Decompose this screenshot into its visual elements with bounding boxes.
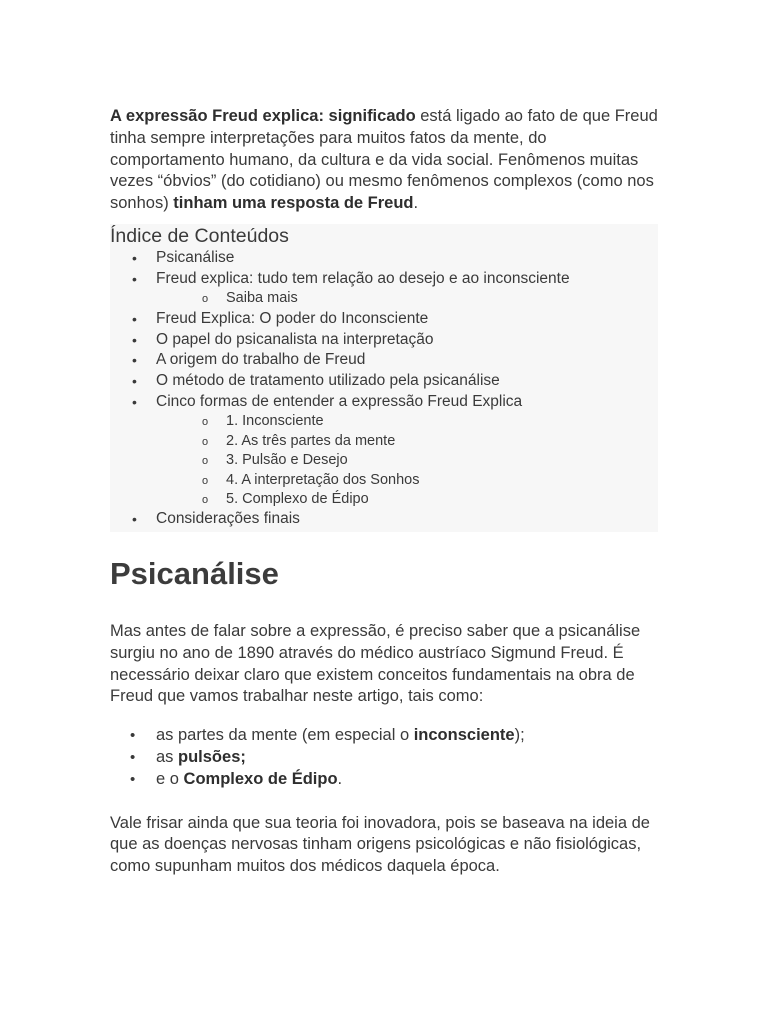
circle-bullet-icon: o bbox=[202, 293, 209, 306]
list-item-post: ); bbox=[514, 726, 525, 745]
bullet-icon: • bbox=[132, 511, 137, 528]
list-item-pre: as partes da mente (em especial o bbox=[156, 726, 414, 745]
intro-paragraph bbox=[110, 106, 660, 215]
circle-bullet-icon: o bbox=[202, 474, 209, 487]
bullet-icon: • bbox=[132, 393, 137, 410]
toc-item-label: 5. Complexo de Édipo bbox=[226, 490, 369, 507]
intro-text: está ligado ao fato de que Freud tinha sempre interpretações para muitos fatos da mente, do comportamento humano, da cultura e da vida social. Fenômenos muitas vezes “óbvios” (do cotidiano) ou mesmo fenômenos complexos (como nos sonhos) bbox=[110, 107, 658, 213]
circle-bullet-icon: o bbox=[202, 493, 209, 506]
circle-bullet-icon: o bbox=[202, 455, 209, 468]
table-of-contents bbox=[110, 224, 658, 532]
list-item bbox=[110, 747, 660, 769]
list-item-bold: inconsciente bbox=[413, 726, 515, 745]
toc-item-label: O método de tratamento utilizado pela psicanálise bbox=[156, 371, 500, 389]
toc-subitem-interpretacao-sonhos[interactable] bbox=[110, 471, 658, 490]
bullet-icon: • bbox=[132, 372, 137, 389]
section-paragraph-2: Vale frisar ainda que sua teoria foi inovadora, pois se baseava na ideia de que as doenças nervosas tinham origens psicológicas e não fisiológicas, como supunham muitos dos médicos daquela época. bbox=[110, 813, 650, 876]
circle-bullet-icon: o bbox=[202, 416, 209, 429]
toc-item-label: O papel do psicanalista na interpretação bbox=[156, 330, 434, 348]
toc-item-label: Considerações finais bbox=[156, 510, 300, 528]
toc-item-poder-inconsciente[interactable] bbox=[110, 309, 658, 330]
toc-item-metodo-tratamento[interactable] bbox=[110, 371, 658, 392]
toc-item-consideracoes-finais[interactable] bbox=[110, 509, 658, 530]
list-item bbox=[110, 725, 660, 747]
toc-subitem-pulsao-desejo[interactable] bbox=[110, 451, 658, 470]
bullet-icon: • bbox=[130, 748, 136, 766]
toc-item-label: Psicanálise bbox=[156, 248, 235, 266]
list-item bbox=[110, 769, 660, 791]
intro-period: . bbox=[413, 194, 419, 213]
bullet-icon: • bbox=[132, 331, 137, 348]
toc-item-label: 3. Pulsão e Desejo bbox=[226, 452, 348, 469]
section-paragraph-1: Mas antes de falar sobre a expressão, é preciso saber que a psicanálise surgiu no ano de 1890 através do médico austríaco Sigmund Freud. É necessário deixar claro que existem conceitos fundamentais na obra de Freud que vamos trabalhar neste artigo, tais como: bbox=[110, 621, 641, 706]
bullet-icon: • bbox=[130, 727, 136, 745]
toc-item-label: 1. Inconsciente bbox=[226, 413, 324, 430]
bullet-icon: • bbox=[132, 249, 137, 266]
toc-subitem-complexo-edipo[interactable] bbox=[110, 490, 658, 509]
toc-item-label: Cinco formas de entender a expressão Freud Explica bbox=[156, 392, 523, 410]
toc-item-papel-psicanalista[interactable] bbox=[110, 330, 658, 351]
list-item-pre: e o bbox=[156, 769, 184, 788]
toc-item-label: Saiba mais bbox=[226, 290, 298, 307]
bullet-icon: • bbox=[132, 270, 137, 287]
concepts-list bbox=[110, 725, 660, 790]
toc-item-label: A origem do trabalho de Freud bbox=[156, 351, 366, 369]
list-item-bold: pulsões; bbox=[178, 747, 246, 766]
toc-item-origem-trabalho[interactable] bbox=[110, 350, 658, 371]
list-item-bold: Complexo de Édipo bbox=[183, 769, 338, 788]
toc-item-label: Freud explica: tudo tem relação ao desejo e ao inconsciente bbox=[156, 269, 570, 287]
article-page bbox=[110, 106, 660, 878]
bullet-icon: • bbox=[132, 310, 137, 327]
toc-item-psicanalise[interactable] bbox=[110, 248, 658, 269]
list-item-pre: as bbox=[156, 747, 179, 766]
section-heading: Psicanálise bbox=[110, 555, 279, 591]
toc-subitem-saiba-mais[interactable] bbox=[110, 289, 658, 308]
list-item-post: . bbox=[337, 769, 343, 788]
toc-title: Índice de Conteúdos bbox=[110, 224, 289, 247]
toc-item-cinco-formas[interactable] bbox=[110, 392, 658, 413]
toc-item-label: Freud Explica: O poder do Inconsciente bbox=[156, 309, 429, 327]
bullet-icon: • bbox=[132, 352, 137, 369]
bullet-icon: • bbox=[130, 770, 136, 788]
toc-list bbox=[110, 248, 658, 530]
toc-item-freud-explica-desejo[interactable] bbox=[110, 269, 658, 290]
toc-subitem-inconsciente[interactable] bbox=[110, 412, 658, 431]
toc-item-label: 2. As três partes da mente bbox=[226, 432, 396, 449]
circle-bullet-icon: o bbox=[202, 435, 209, 448]
intro-bold-end: tinham uma resposta de Freud bbox=[173, 194, 414, 213]
toc-item-label: 4. A interpretação dos Sonhos bbox=[226, 471, 420, 488]
toc-subitem-tres-partes[interactable] bbox=[110, 432, 658, 451]
intro-bold-lead: A expressão Freud explica: significado bbox=[110, 107, 416, 125]
